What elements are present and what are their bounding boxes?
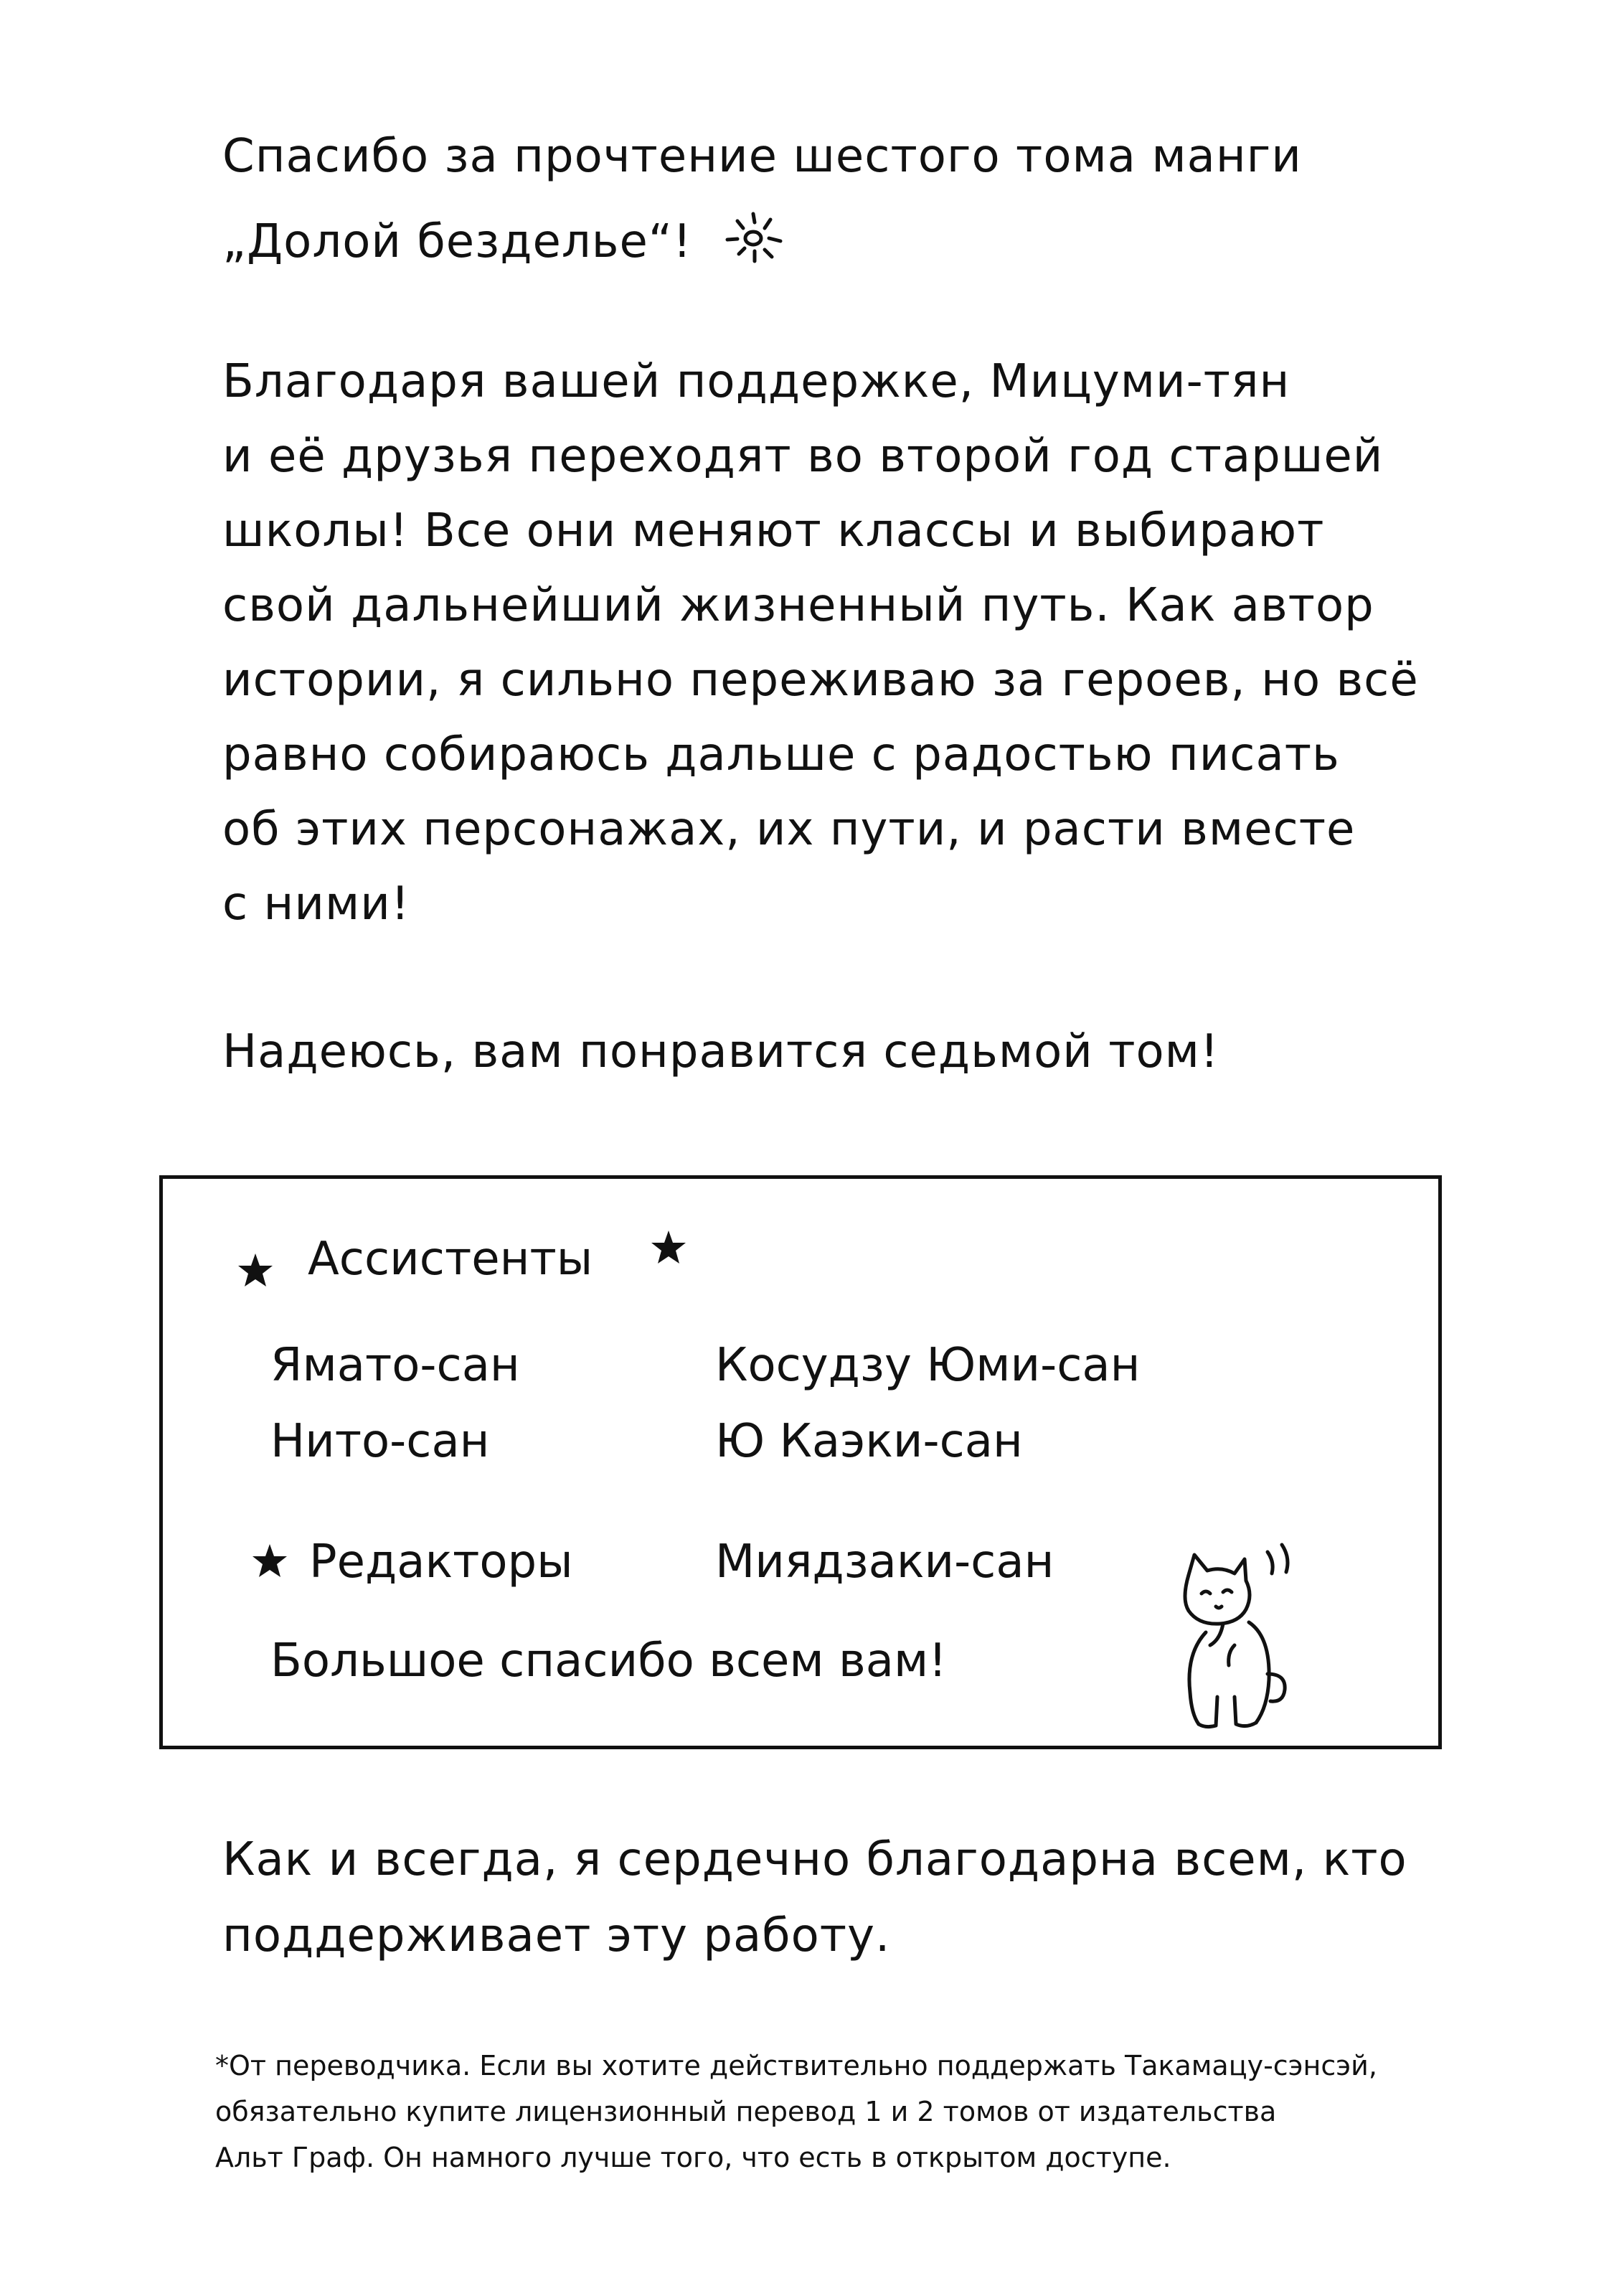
closing-line-1: Как и всегда, я сердечно благодарна всем, кто [222,1833,1407,1886]
sun-doodle-icon [722,210,786,267]
translator-note-line-3: Альт Граф. Он намного лучше того, что есть в открытом доступе. [215,2142,1171,2173]
editors-heading: Редакторы [309,1535,573,1589]
assistant-name: Косудзу Юми-сан [715,1339,1141,1392]
translator-note-line-1: *От переводчика. Если вы хотите действительно поддержать Такамацу-сэнсэй, [215,2050,1377,2081]
assistants-heading: Ассистенты [308,1233,593,1286]
paragraph-line-2: и её друзья переходят во второй год старшей [222,430,1384,483]
closing-line-2: поддерживает эту работу. [222,1909,891,1962]
translator-note-line-2: обязательно купите лицензионный перевод 1 и 2 томов от издательства [215,2096,1277,2127]
paragraph-line-8: с ними! [222,878,410,931]
paragraph-line-5: истории, я сильно переживаю за героев, но всё [222,654,1419,707]
paragraph-line-6: равно собираюсь дальше с радостью писать [222,728,1340,781]
paragraph-line-4: свой дальнейший жизненный путь. Как автор [222,579,1374,632]
paragraph-line-3: школы! Все они меняют классы и выбирают [222,504,1325,557]
star-icon [249,1541,291,1583]
intro-line-2-text: „Долой безделье“! [222,215,692,268]
star-icon [648,1228,689,1269]
paragraph-line-1: Благодаря вашей поддержке, Мицуми-тян [222,355,1290,408]
hope-line: Надеюсь, вам понравится седьмой том! [222,1025,1219,1078]
credits-box [159,1175,1442,1749]
thanks-line: Большое спасибо всем вам! [270,1634,947,1688]
editor-name: Миядзаки-сан [715,1535,1054,1589]
assistant-name: Нито-сан [270,1415,490,1468]
assistant-name: Ямато-сан [270,1339,520,1392]
intro-line-2 [222,210,786,267]
intro-line-1: Спасибо за прочтение шестого тома манги [222,130,1302,183]
star-icon [235,1251,276,1292]
cat-doodle-icon [1160,1538,1303,1731]
paragraph-line-7: об этих персонажах, их пути, и расти вместе [222,803,1356,856]
assistant-name: Ю Каэки-сан [715,1415,1023,1468]
